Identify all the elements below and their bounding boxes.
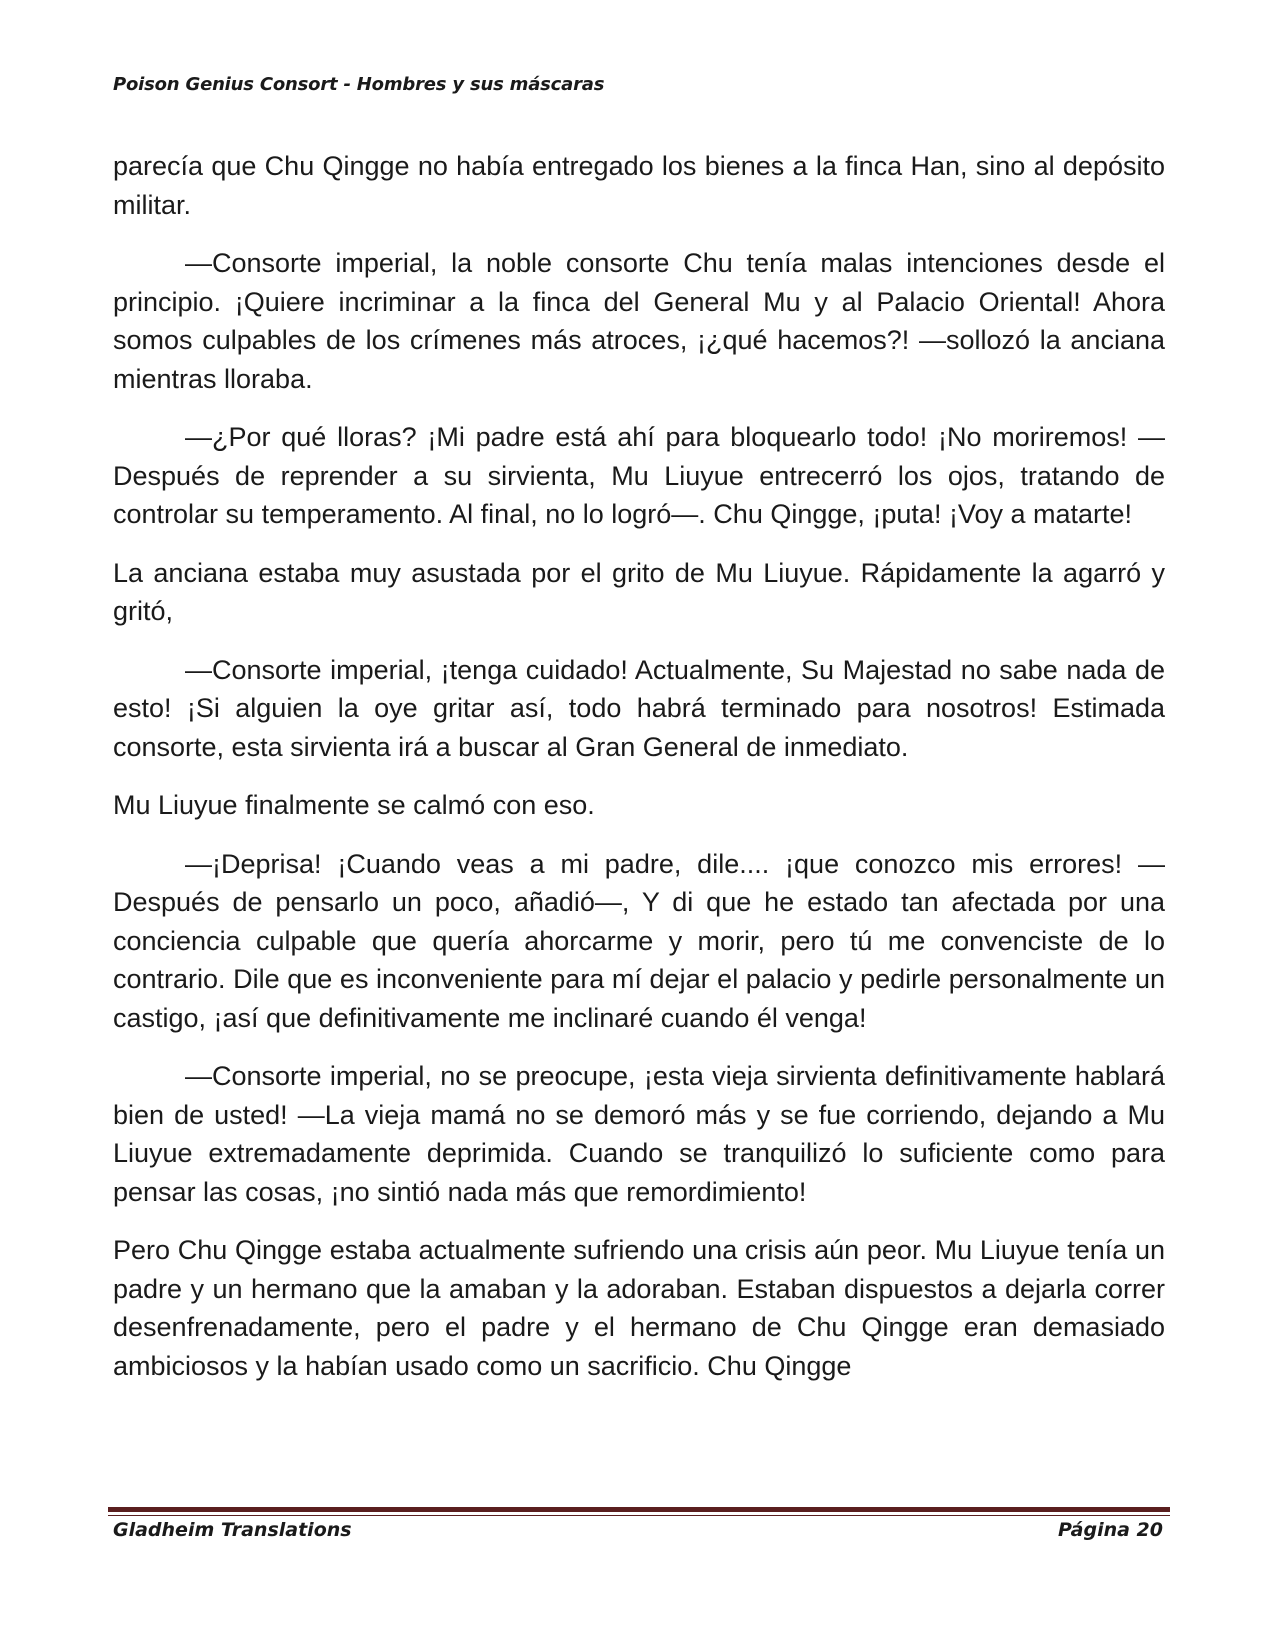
- paragraph: —Consorte imperial, ¡tenga cuidado! Actualmente, Su Majestad no sabe nada de esto! ¡Si alguien la oye gritar así, todo habrá terminado para nosotros! Estimada consorte, esta sirvienta irá a buscar al Gran General de inmediato.: [113, 654, 1165, 762]
- paragraph: —¡Deprisa! ¡Cuando veas a mi padre, dile.... ¡que conozco mis errores! —Después de pensarlo un poco, añadió—, Y di que he estado tan afectada por una conciencia culpable que quería ahorcarme y morir, pero tú me convenciste de lo contrario. Dile que es inconveniente para mí dejar el palacio y pedirle personalmente un castigo, ¡así que definitivamente me inclinaré cuando él venga!: [113, 848, 1165, 1033]
- body-text: [113, 147, 1165, 1405]
- page-number: Página 20: [1057, 1519, 1163, 1541]
- footer-divider-thin: [108, 1515, 1170, 1516]
- paragraph: La anciana estaba muy asustada por el grito de Mu Liuyue. Rápidamente la agarró y gritó,: [113, 557, 1165, 626]
- paragraph: Mu Liuyue finalmente se calmó con eso.: [113, 790, 595, 820]
- footer-publisher: Gladheim Translations: [113, 1519, 352, 1541]
- paragraph: —¿Por qué lloras? ¡Mi padre está ahí para bloquearlo todo! ¡No moriremos! —Después de reprender a su sirvienta, Mu Liuyue entrecerró los ojos, tratando de controlar su temperamento. Al final, no lo logró—. Chu Qingge, ¡puta! ¡Voy a matarte!: [113, 422, 1165, 529]
- paragraph: Pero Chu Qingge estaba actualmente sufriendo una crisis aún peor. Mu Liuyue tenía un padre y un hermano que la amaban y la adoraban. Estaban dispuestos a dejarla correr desenfrenadamente, pero el padre y el hermano de Chu Qingge eran demasiado ambiciosos y la habían usado como un sacrificio. Chu Qingge: [113, 1235, 1165, 1381]
- paragraph: parecía que Chu Qingge no había entregado los bienes a la finca Han, sino al depósito militar.: [113, 151, 1165, 220]
- footer-divider: [108, 1507, 1170, 1512]
- running-header: Poison Genius Consort - Hombres y sus máscaras: [113, 74, 605, 95]
- paragraph: —Consorte imperial, la noble consorte Chu tenía malas intenciones desde el principio. ¡Quiere incriminar a la finca del General Mu y al Palacio Oriental! Ahora somos culpables de los crímenes más atroces, ¡¿qué hacemos?! —sollozó la anciana mientras lloraba.: [113, 248, 1165, 394]
- paragraph: —Consorte imperial, no se preocupe, ¡esta vieja sirvienta definitivamente hablará bien de usted! —La vieja mamá no se demoró más y se fue corriendo, dejando a Mu Liuyue extremadamente deprimida. Cuando se tranquilizó lo suficiente como para pensar las cosas, ¡no sintió nada más que remordimiento!: [113, 1061, 1165, 1207]
